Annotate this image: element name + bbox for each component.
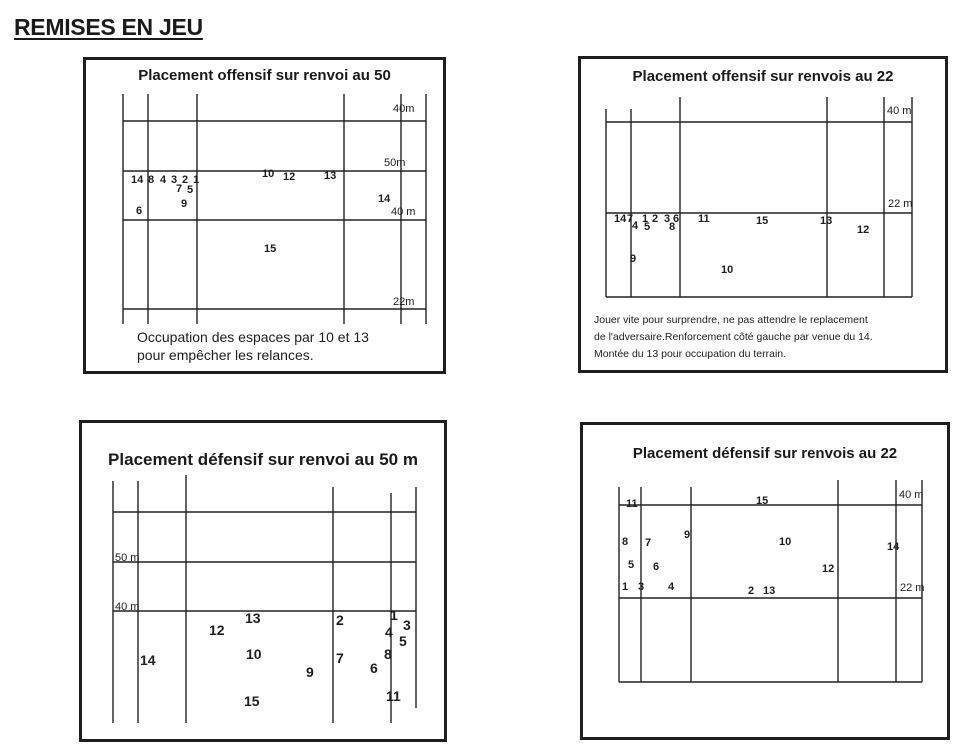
panel-title: Placement offensif sur renvoi au 50 — [138, 67, 391, 84]
player-number: 14 — [614, 213, 627, 225]
player-number: 13 — [245, 610, 261, 626]
line-label: 22m — [393, 296, 415, 308]
player-number: 2 — [748, 585, 755, 597]
player-number: 13 — [324, 170, 337, 182]
panel-defensive-50 — [79, 420, 447, 742]
note-line: Jouer vite pour surprendre, ne pas attendre le replacement — [594, 314, 868, 326]
player-number: 3 — [403, 617, 411, 633]
player-number: 2 — [182, 174, 189, 186]
player-number: 4 — [668, 581, 675, 593]
line-label: 40 m — [887, 105, 912, 117]
player-number: 12 — [822, 563, 835, 575]
player-number: 14 — [140, 652, 156, 668]
player-number: 3 — [664, 213, 671, 225]
player-number: 9 — [306, 664, 314, 680]
panel-title: Placement défensif sur renvoi au 50 m — [108, 450, 418, 469]
player-number: 3 — [638, 581, 645, 593]
field-diagram — [82, 423, 450, 745]
player-number: 10 — [246, 646, 262, 662]
player-number: 1 — [622, 581, 629, 593]
player-number: 5 — [187, 184, 194, 196]
note-line: pour empêcher les relances. — [137, 347, 314, 363]
player-number: 15 — [756, 495, 769, 507]
player-number: 10 — [262, 168, 275, 180]
player-number: 4 — [160, 174, 167, 186]
player-number: 7 — [645, 537, 652, 549]
page-title: REMISES EN JEU — [14, 14, 203, 40]
player-number: 2 — [336, 612, 344, 628]
player-number: 7 — [627, 213, 634, 225]
line-label: 22 m — [888, 198, 913, 210]
field-diagram — [583, 425, 953, 743]
player-number: 11 — [626, 498, 638, 510]
player-number: 9 — [181, 198, 188, 210]
panel-title: Placement défensif sur renvois au 22 — [632, 445, 898, 462]
player-number: 6 — [136, 205, 143, 217]
player-number: 5 — [399, 633, 407, 649]
line-label: 40m — [393, 103, 415, 115]
player-number: 10 — [721, 264, 734, 276]
player-number: 2 — [652, 213, 659, 225]
player-number: 13 — [820, 215, 833, 227]
panel-offensive-50 — [83, 57, 446, 374]
line-label: 40 m — [391, 206, 416, 218]
player-number: 9 — [630, 253, 637, 265]
player-number: 15 — [264, 243, 277, 255]
player-number: 8 — [384, 646, 392, 662]
player-number: 12 — [283, 171, 296, 183]
player-number: 10 — [779, 536, 792, 548]
line-label: 50m — [384, 157, 406, 169]
note-line: Occupation des espaces par 10 et 13 — [137, 329, 369, 345]
player-number: 8 — [669, 221, 676, 233]
player-number: 1 — [193, 174, 200, 186]
line-label: 50 m — [115, 552, 140, 564]
panel-title: Placement offensif sur renvois au 22 — [632, 68, 894, 85]
player-number: 5 — [628, 559, 635, 571]
player-number: 12 — [209, 622, 225, 638]
panel-note — [594, 312, 873, 363]
line-label: 40 m — [899, 489, 924, 501]
line-label: 40 m — [115, 601, 140, 613]
player-number: 6 — [673, 213, 680, 225]
panel-offensive-22 — [578, 56, 948, 373]
player-number: 14 — [378, 193, 391, 205]
player-number: 8 — [148, 174, 155, 186]
player-number: 15 — [756, 215, 769, 227]
player-number: 6 — [653, 561, 660, 573]
player-number: 15 — [244, 693, 260, 709]
player-number: 1 — [642, 213, 649, 225]
player-number: 8 — [622, 536, 629, 548]
player-number: 13 — [763, 585, 776, 597]
line-label: 22 m — [900, 582, 925, 594]
note-line: Montée du 13 pour occupation du terrain. — [594, 348, 787, 360]
player-number: 4 — [632, 220, 639, 232]
player-number: 14 — [131, 174, 144, 186]
player-number: 7 — [336, 650, 344, 666]
panel-defensive-22 — [580, 422, 950, 740]
player-number: 3 — [171, 174, 178, 186]
player-number: 9 — [684, 529, 691, 541]
player-number: 1 — [390, 607, 398, 623]
player-number: 11 — [698, 213, 710, 225]
panel-note — [137, 328, 369, 364]
player-number: 6 — [370, 660, 378, 676]
player-number: 12 — [857, 224, 870, 236]
player-number: 5 — [644, 221, 651, 233]
note-line: de l'adversaire.Renforcement côté gauche par venue du 14. — [594, 331, 873, 343]
player-number: 4 — [385, 624, 393, 640]
player-number: 14 — [887, 541, 900, 553]
player-number: 7 — [176, 183, 183, 195]
player-number: 11 — [386, 688, 401, 704]
